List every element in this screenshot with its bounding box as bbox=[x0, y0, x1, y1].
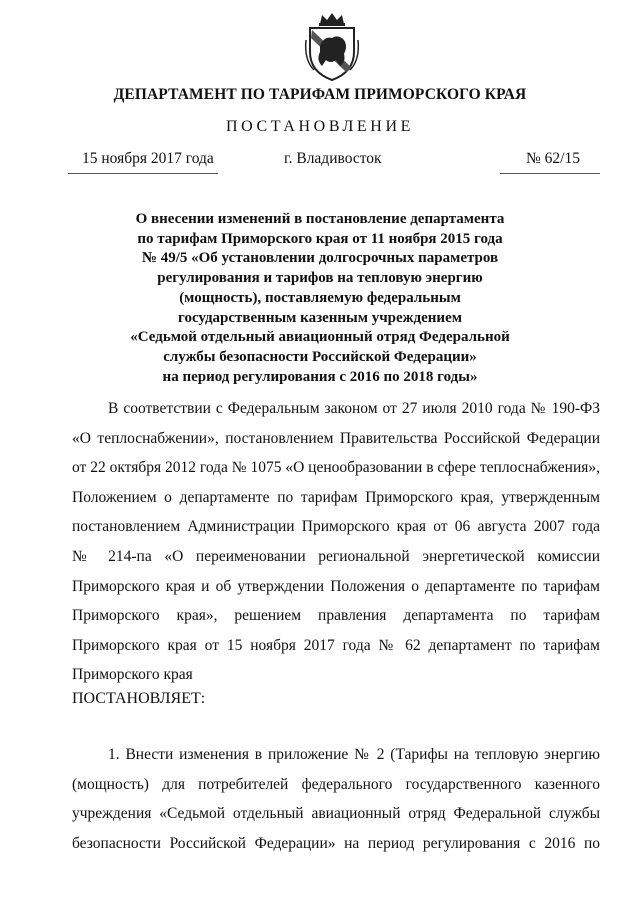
title-line: «Седьмой отдельный авиационный отряд Федеральной bbox=[130, 329, 510, 346]
decree-word: ПОСТАНОВЛЯЕТ: bbox=[72, 690, 206, 707]
title-line: на период регулирования с 2016 по 2018 годы» bbox=[162, 368, 478, 385]
title-line: по тарифам Приморского края от 11 ноября 2015 года bbox=[137, 230, 503, 247]
preamble-line: постановлением Администрации Приморского края от 06 августа 2007 года bbox=[72, 518, 600, 536]
preamble-line: от 22 октября 2012 года № 1075 «О ценообразовании в сфере теплоснабжения», bbox=[72, 459, 600, 477]
preamble-line: Приморского края», решением правления департамента по тарифам bbox=[72, 607, 600, 625]
item-1-line: (мощность) для потребителей федерального государственного казенного bbox=[72, 775, 600, 793]
document-title bbox=[80, 210, 560, 387]
title-line: (мощность), поставляемую федеральным bbox=[179, 289, 461, 306]
item-1-paragraph bbox=[72, 740, 600, 858]
item-1-line: учреждения «Седьмой отдельный авиационный отряд Федеральной службы bbox=[72, 805, 600, 823]
preamble-line: Положением о департаменте по тарифам Приморского края, утвержденным bbox=[72, 488, 600, 506]
preamble-line: № 214-па «О переименовании региональной энергетической комиссии bbox=[72, 547, 600, 565]
coat-of-arms-icon bbox=[300, 10, 364, 82]
title-line: государственным казенным учреждением bbox=[178, 309, 462, 326]
number-underline bbox=[500, 173, 600, 174]
preamble-line: В соответствии с Федеральным законом от 27 июля 2010 года № 190-ФЗ bbox=[108, 400, 600, 417]
preamble-paragraph bbox=[72, 394, 600, 690]
document-date: 15 ноября 2017 года bbox=[82, 150, 214, 167]
preamble-line: «О теплоснабжении», постановлением Правительства Российской Федерации bbox=[72, 429, 600, 447]
title-line: № 49/5 «Об установлении долгосрочных параметров bbox=[141, 250, 499, 267]
document-type: ПОСТАНОВЛЕНИЕ bbox=[226, 118, 414, 135]
item-1-line: безопасности Российской Федерации» на период регулирования с 2016 по bbox=[72, 834, 600, 852]
document-number: № 62/15 bbox=[526, 150, 580, 167]
title-line: О внесении изменений в постановление департамента bbox=[135, 211, 505, 227]
department-name: ДЕПАРТАМЕНТ ПО ТАРИФАМ ПРИМОРСКОГО КРАЯ bbox=[113, 86, 527, 103]
preamble-line: Приморского края bbox=[72, 666, 193, 684]
title-line: службы безопасности Российской Федерации» bbox=[163, 348, 477, 365]
preamble-line: Приморского края от 15 ноября 2017 года № 62 департамент по тарифам bbox=[72, 636, 600, 654]
preamble-line: Приморского края и об утверждении Положения о департаменте по тарифам bbox=[72, 577, 600, 595]
item-1-line: 1. Внести изменения в приложение № 2 (Тарифы на тепловую энергию bbox=[108, 746, 600, 763]
document-city: г. Владивосток bbox=[284, 150, 382, 167]
date-underline bbox=[68, 173, 218, 174]
title-line: регулирования и тарифов на тепловую энергию bbox=[157, 270, 483, 287]
